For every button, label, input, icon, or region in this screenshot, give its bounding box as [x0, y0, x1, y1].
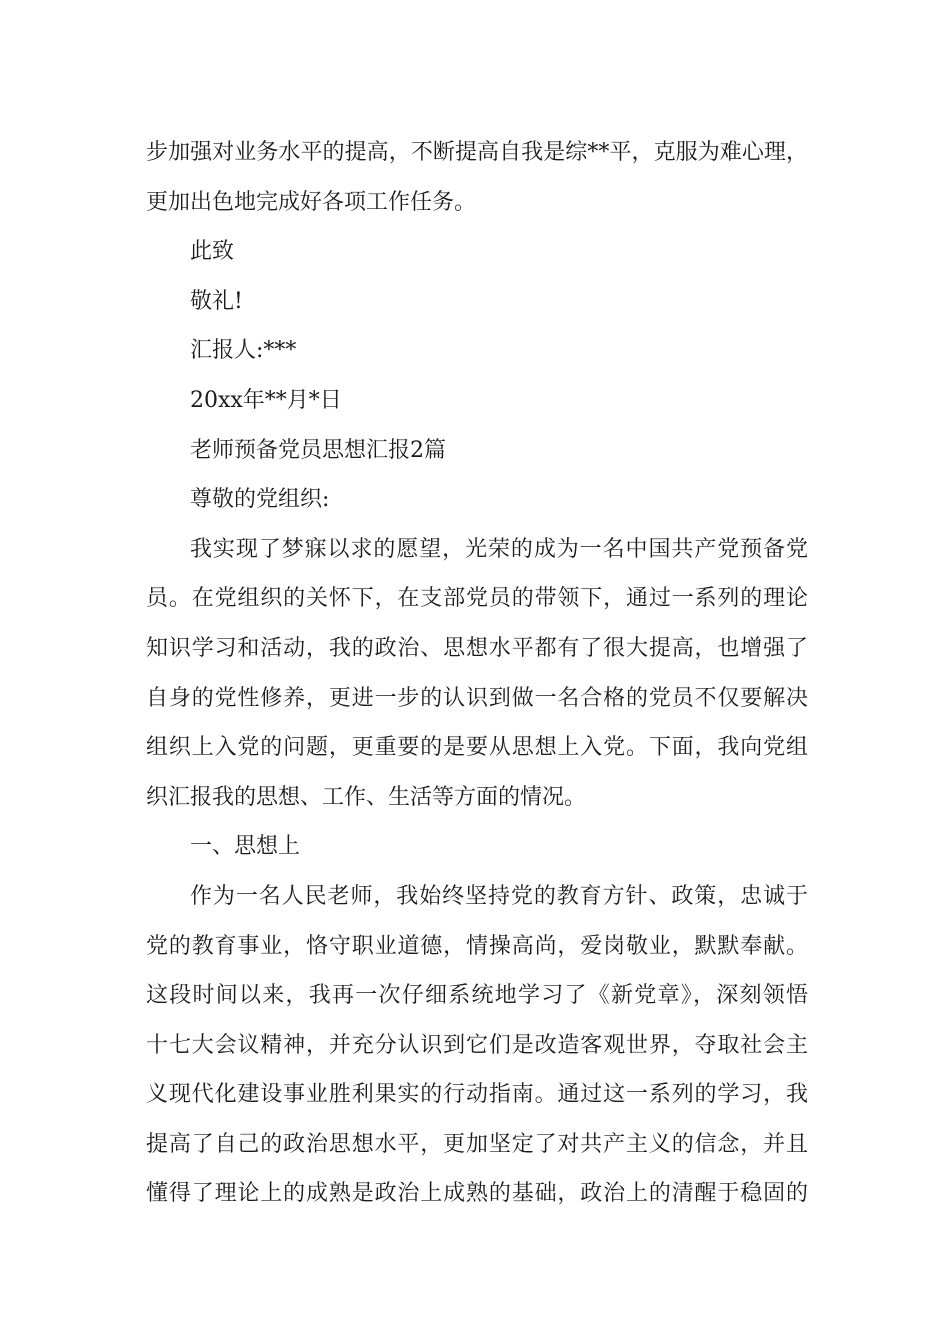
document-body	[146, 128, 808, 1219]
closing-salutation: 此致	[190, 239, 235, 265]
text-line: 自身的党性修养，更进一步的认识到做一名合格的党员不仅要解决	[146, 685, 808, 711]
text-line: 提高了自己的政治思想水平，更加坚定了对共产主义的信念，并且	[146, 1131, 808, 1157]
text-line: 组织上入党的问题，更重要的是要从思想上入党。下面，我向党组	[146, 735, 808, 761]
text-line: 知识学习和活动，我的政治、思想水平都有了很大提高，也增强了	[146, 635, 808, 661]
text-line: 步加强对业务水平的提高，不断提高自我是综**平，克服为难心理，	[146, 140, 808, 165]
text-line: 更加出色地完成好各项工作任务。	[146, 189, 477, 215]
section-title: 老师预备党员思想汇报2篇	[190, 437, 446, 463]
reporter-signature: 汇报人:***	[190, 338, 297, 364]
closing-regards: 敬礼!	[190, 288, 243, 314]
section-heading: 一、思想上	[190, 834, 301, 860]
text-line: 这段时间以来，我再一次仔细系统地学习了《新党章》，深刻领悟	[146, 983, 808, 1009]
text-line: 我实现了梦寐以求的愿望，光荣的成为一名中国共产党预备党	[190, 536, 808, 562]
text-line: 义现代化建设事业胜利果实的行动指南。通过这一系列的学习，我	[146, 1082, 808, 1108]
text-line: 织汇报我的思想、工作、生活等方面的情况。	[146, 784, 587, 810]
text-line: 员。在党组织的关怀下，在支部党员的带领下，通过一系列的理论	[146, 586, 808, 612]
text-line: 作为一名人民老师，我始终坚持党的教育方针、政策，忠诚于	[190, 883, 808, 909]
text-line: 党的教育事业，恪守职业道德，情操高尚，爱岗敬业，默默奉献。	[146, 933, 808, 959]
text-line: 十七大会议精神，并充分认识到它们是改造客观世界，夺取社会主	[146, 1032, 808, 1058]
greeting: 尊敬的党组织:	[190, 487, 330, 513]
report-date: 20xx年**月*日	[190, 387, 342, 413]
text-line: 懂得了理论上的成熟是政治上成熟的基础，政治上的清醒于稳固的	[146, 1181, 808, 1207]
